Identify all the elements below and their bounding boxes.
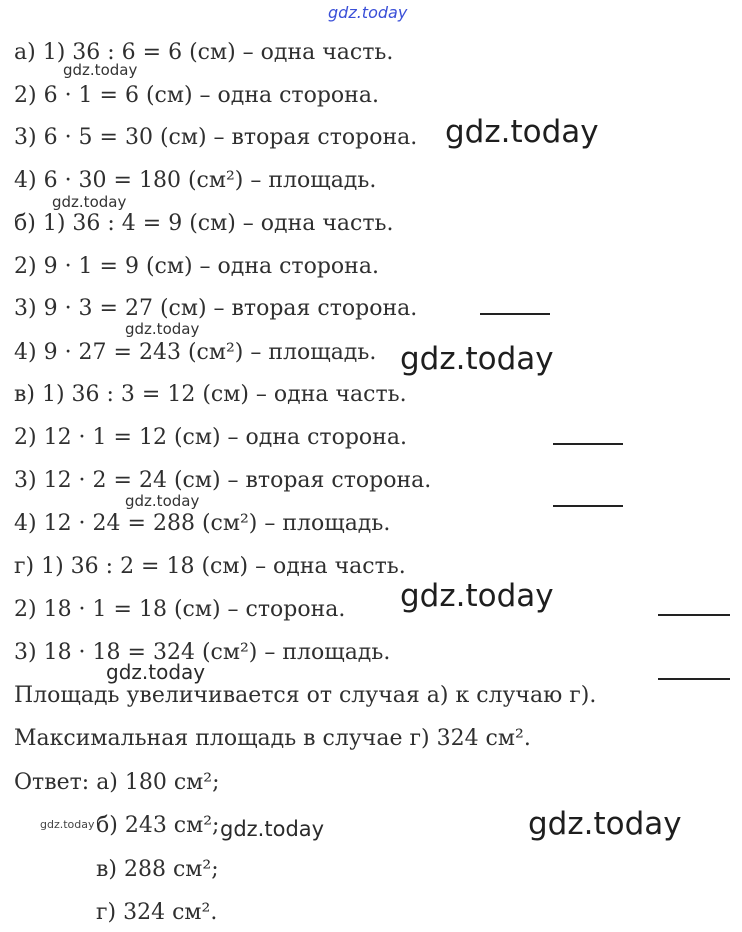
watermark-4: gdz.today	[125, 320, 200, 338]
watermark-1: gdz.today	[63, 61, 138, 79]
answer-g: г) 324 см².	[96, 900, 218, 925]
watermark-7: gdz.today	[400, 578, 554, 614]
line-b4: 4) 9 · 27 = 243 (см²) – площадь.	[14, 340, 377, 365]
calc3-rule-1	[658, 614, 730, 616]
line-a1: а) 1) 36 : 6 = 6 (см) – одна часть.	[14, 40, 394, 65]
line-a4: 4) 6 · 30 = 180 (см²) – площадь.	[14, 168, 377, 193]
line-v2: 2) 12 · 1 = 12 (см) – одна сторона.	[14, 425, 407, 450]
line-b1: б) 1) 36 : 4 = 9 (см) – одна часть.	[14, 211, 394, 236]
line-g2: 2) 18 · 1 = 18 (см) – сторона.	[14, 597, 346, 622]
answer-b: б) 243 см²;	[96, 813, 220, 838]
watermark-11: gdz.today	[528, 806, 682, 842]
watermark-10: gdz.today	[220, 817, 325, 841]
watermark-8: gdz.today	[106, 660, 206, 684]
answer-a: Ответ: а) 180 см²;	[14, 770, 220, 795]
line-a3: 3) 6 · 5 = 30 (см) – вторая сторона.	[14, 125, 418, 150]
answer-v: в) 288 см²;	[96, 857, 219, 882]
line-v3: 3) 12 · 2 = 24 (см) – вторая сторона.	[14, 468, 432, 493]
watermark-6: gdz.today	[125, 492, 200, 510]
watermark-9: gdz.today	[40, 818, 95, 831]
line-b2: 2) 9 · 1 = 9 (см) – одна сторона.	[14, 254, 379, 279]
line-b3: 3) 9 · 3 = 27 (см) – вторая сторона.	[14, 296, 418, 321]
watermark-5: gdz.today	[400, 341, 554, 377]
watermark-top: gdz.today	[328, 3, 408, 22]
calc2-rule-1	[553, 443, 623, 445]
line-g3: 3) 18 · 18 = 324 (см²) – площадь.	[14, 640, 391, 665]
watermark-3: gdz.today	[52, 193, 127, 211]
watermark-2: gdz.today	[445, 114, 599, 150]
line-v1: в) 1) 36 : 3 = 12 (см) – одна часть.	[14, 382, 407, 407]
line-conclusion-2: Максимальная площадь в случае г) 324 см².	[14, 726, 531, 751]
line-g1: г) 1) 36 : 2 = 18 (см) – одна часть.	[14, 554, 406, 579]
line-conclusion-1: Площадь увеличивается от случая а) к случаю г).	[14, 683, 597, 708]
calc1-rule	[480, 313, 550, 315]
line-a2: 2) 6 · 1 = 6 (см) – одна сторона.	[14, 83, 379, 108]
line-v4: 4) 12 · 24 = 288 (см²) – площадь.	[14, 511, 391, 536]
calc3-rule-2	[658, 678, 730, 680]
calc2-rule-2	[553, 505, 623, 507]
